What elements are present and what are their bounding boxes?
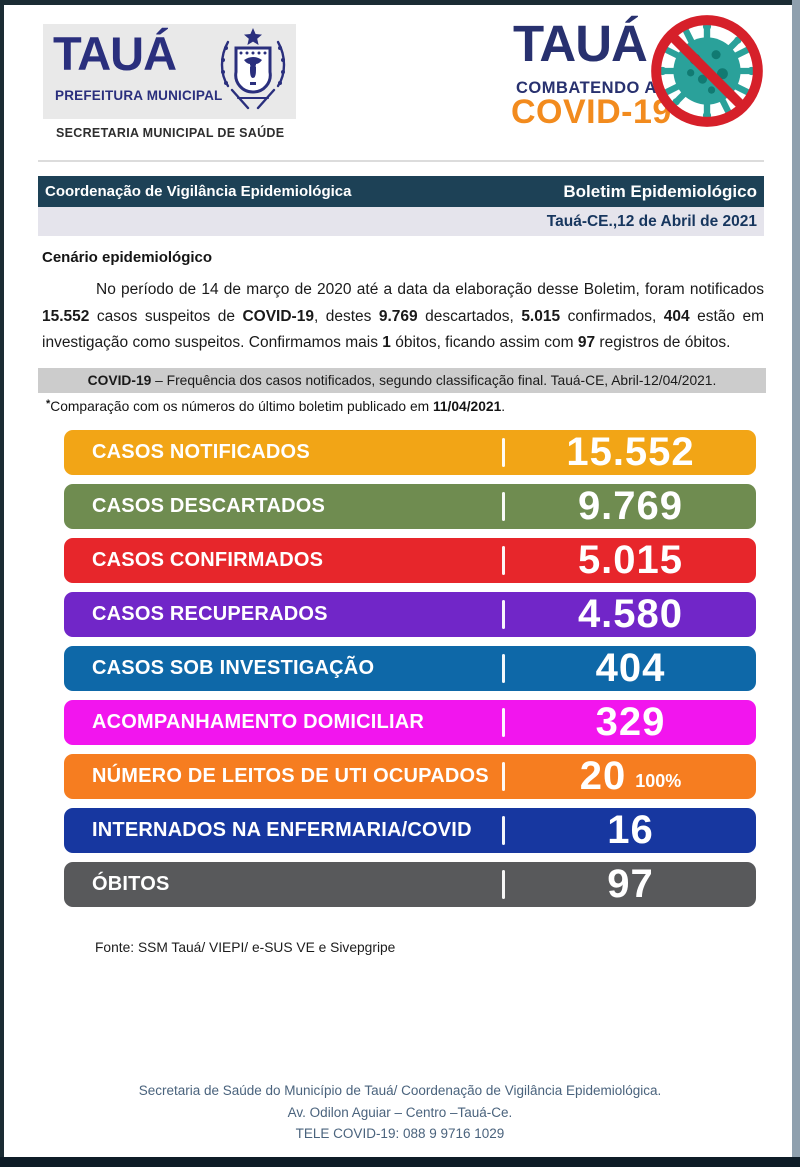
footer-line-2: Av. Odilon Aguiar – Centro –Tauá-Ce. <box>287 1104 513 1120</box>
scenario-covid-label: COVID-19 <box>242 307 314 325</box>
no-covid-virus-icon <box>645 12 769 135</box>
page-border-bottom <box>0 1157 800 1167</box>
stat-bar-internados-enfermaria <box>64 808 756 853</box>
stat-label: INTERNADOS NA ENFERMARIA/COVID <box>92 819 472 841</box>
stat-label: NÚMERO DE LEITOS DE UTI OCUPADOS <box>92 765 489 787</box>
stat-bar-obitos <box>64 862 756 907</box>
stat-value-group <box>505 646 756 691</box>
scenario-paragraph <box>42 277 764 357</box>
scenario-text-segment: descartados, <box>417 307 522 325</box>
stat-bar-leitos-uti-ocupados <box>64 754 756 799</box>
scenario-number-confirmed: 5.015 <box>521 307 561 325</box>
coat-of-arms-icon <box>214 26 292 121</box>
scenario-number-notified: 15.552 <box>42 307 90 325</box>
footer-line-1: Secretaria de Saúde do Município de Tauá/ Coordenação de Vigilância Epidemiológica. <box>138 1083 662 1098</box>
stat-value-suffix: 100% <box>635 771 682 791</box>
classification-bar <box>38 368 766 393</box>
stat-value-group <box>505 592 756 637</box>
stat-bar-casos-notificados <box>64 430 756 475</box>
stat-bar-casos-descartados <box>64 484 756 529</box>
data-source-note: Fonte: SSM Tauá/ VIEPI/ e-SUS VE e Sivepgripe <box>95 940 396 955</box>
stat-value: 16 <box>607 808 654 852</box>
stat-value-group <box>505 430 756 475</box>
classification-covid-label: COVID-19 <box>87 373 152 388</box>
scenario-text-segment: estão em investigação como suspeitos. Confirmamos mais <box>42 307 764 351</box>
stat-value-group <box>505 700 756 745</box>
stat-value-group <box>505 484 756 529</box>
banner-coordination-label: Coordenação de Vigilância Epidemiológica <box>45 183 352 200</box>
municipal-logo <box>43 24 296 119</box>
stat-label: ÓBITOS <box>92 873 170 895</box>
municipal-logo-title: TAUÁ <box>53 27 177 80</box>
health-department-label: SECRETARIA MUNICIPAL DE SAÚDE <box>56 126 285 140</box>
stat-label: CASOS SOB INVESTIGAÇÃO <box>92 657 375 679</box>
page-border-left <box>0 0 4 1167</box>
stat-value-group <box>505 754 756 799</box>
campaign-logo-covid-label: COVID-19 <box>511 93 672 131</box>
stat-value: 404 <box>595 646 666 690</box>
statistics-list <box>64 430 756 916</box>
stat-label: CASOS CONFIRMADOS <box>92 549 324 571</box>
bulletin-date: Tauá-CE.,12 de Abril de 2021 <box>38 207 764 236</box>
scenario-number-investigation: 404 <box>663 307 690 325</box>
page-border-right <box>792 0 800 1167</box>
scenario-number-new-deaths: 1 <box>382 334 391 351</box>
stat-value: 20 <box>579 754 627 798</box>
classification-text: – Frequência dos casos notificados, segundo classificação final. Tauá-CE, Abril-12/04/2021. <box>151 373 717 388</box>
page-border-top <box>0 0 800 5</box>
scenario-text-segment: registros de óbitos. <box>595 334 731 351</box>
asterisk-mark: * <box>46 398 51 410</box>
comparison-note <box>46 398 505 414</box>
banner-bulletin-label: Boletim Epidemiológico <box>563 181 757 201</box>
comparison-text: Comparação com os números do último boletim publicado em <box>50 399 433 414</box>
footer-line-3: TELE COVID-19: 088 9 9716 1029 <box>295 1126 505 1141</box>
stat-bar-casos-sob-investigacao <box>64 646 756 691</box>
stat-label: CASOS DESCARTADOS <box>92 495 326 517</box>
stat-bar-casos-recuperados <box>64 592 756 637</box>
stat-value: 97 <box>607 862 654 906</box>
stat-label: CASOS NOTIFICADOS <box>92 441 310 463</box>
stat-value-group <box>505 862 756 907</box>
campaign-logo-subtitle: COMBATENDO A <box>516 79 657 97</box>
stat-value-group <box>505 538 756 583</box>
stat-bar-casos-confirmados <box>64 538 756 583</box>
page-footer <box>0 1080 800 1145</box>
stat-value: 9.769 <box>577 484 684 528</box>
scenario-heading: Cenário epidemiológico <box>42 249 213 266</box>
comparison-date: 11/04/2021 <box>432 399 502 414</box>
scenario-number-deaths: 97 <box>577 334 596 351</box>
stat-bar-acompanhamento-domiciliar <box>64 700 756 745</box>
scenario-text-segment: óbitos, ficando assim com <box>390 334 578 351</box>
scenario-number-discarded: 9.769 <box>378 307 418 325</box>
stat-label: ACOMPANHAMENTO DOMICILIAR <box>92 711 425 733</box>
scenario-text-segment: , destes <box>313 307 379 325</box>
scenario-text-segment: casos suspeitos de <box>89 307 243 325</box>
stat-value-group <box>505 808 756 853</box>
comparison-period: . <box>501 399 506 414</box>
bulletin-banner <box>38 176 764 207</box>
scenario-text-segment: No período de 14 de março de 2020 até a data da elaboração desse Boletim, foram notificados <box>96 281 764 298</box>
stat-value: 5.015 <box>577 538 684 582</box>
scenario-text-segment: confirmados, <box>560 307 664 325</box>
header-divider <box>38 160 764 162</box>
municipal-logo-subtitle: PREFEITURA MUNICIPAL <box>55 88 223 103</box>
stat-label: CASOS RECUPERADOS <box>92 603 328 625</box>
stat-value: 15.552 <box>566 430 695 474</box>
campaign-logo-title: TAUÁ <box>513 15 647 72</box>
stat-value: 329 <box>595 700 666 744</box>
stat-value: 4.580 <box>577 592 684 636</box>
